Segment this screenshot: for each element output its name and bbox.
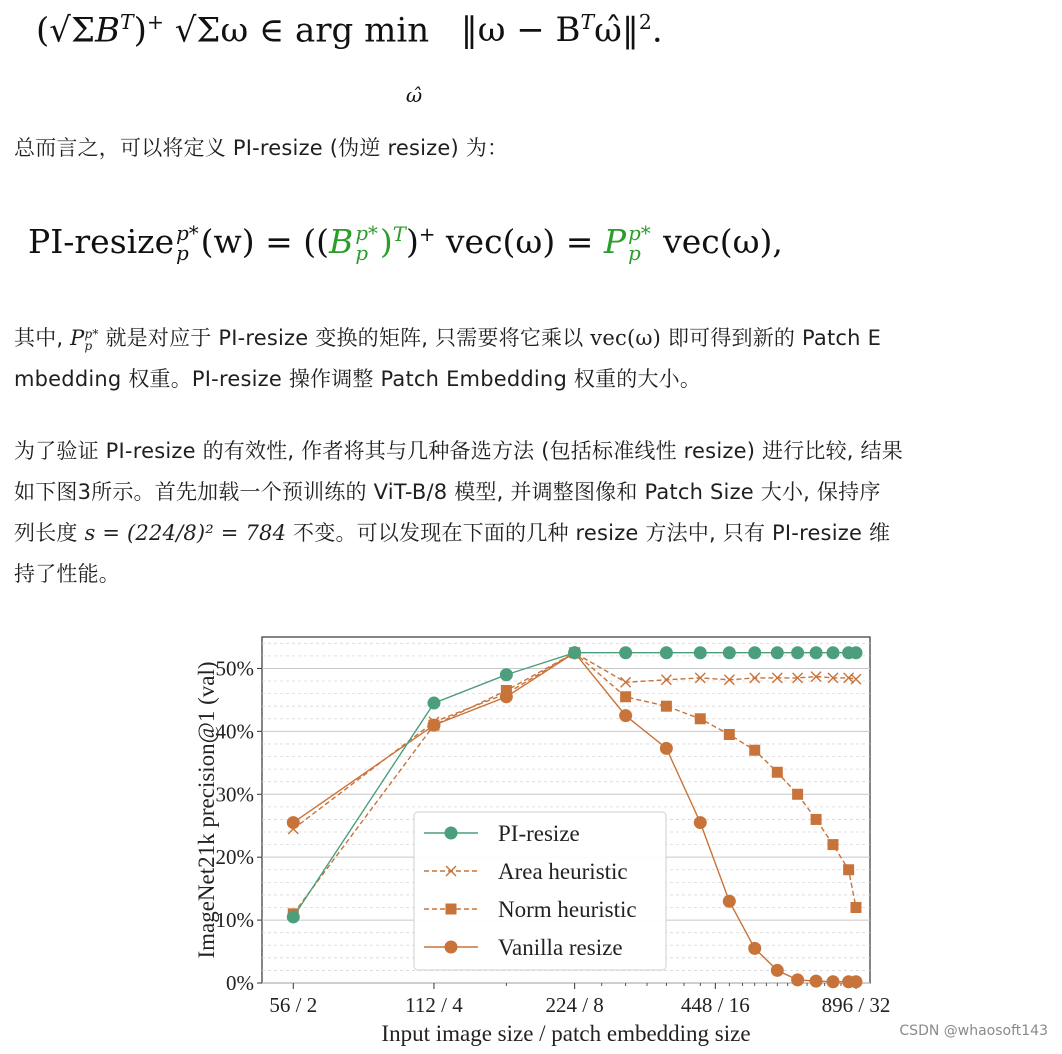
legend-label-norm-heuristic: Norm heuristic <box>498 897 637 922</box>
paragraph-2-line-1 <box>14 318 1054 359</box>
data-point-norm-heuristic <box>749 745 760 756</box>
formula2-tail: vec(ω), <box>652 222 783 261</box>
formula1-rhs-sq: 2 <box>638 10 652 34</box>
paragraph-matrix-explanation <box>14 318 1054 400</box>
formula2-B: B <box>329 222 354 261</box>
y-tick-label: 50% <box>215 656 254 681</box>
formula1-lhs-B: B <box>94 10 120 51</box>
data-point-pi-resize <box>723 647 735 659</box>
formula1-lhs-plus: + <box>146 10 164 34</box>
formula1-rhs-T: T <box>580 10 595 34</box>
data-point-vanilla-resize <box>827 976 839 988</box>
chart-svg <box>170 625 890 1050</box>
data-point-pi-resize <box>827 647 839 659</box>
legend-marker-vanilla-resize <box>445 941 457 953</box>
x-tick-label: 56 / 2 <box>269 993 318 1017</box>
data-point-vanilla-resize <box>694 817 706 829</box>
formula1-min-sub: ω̂ <box>405 83 423 108</box>
para2-P: P <box>70 326 85 350</box>
data-point-norm-heuristic <box>772 767 783 778</box>
legend-label-pi-resize: PI-resize <box>498 821 580 846</box>
formula2-B-sub: p <box>355 242 368 265</box>
formula2-T-part: ) <box>379 222 393 261</box>
formula2-B-sup: p* <box>355 222 378 246</box>
data-point-vanilla-resize <box>620 710 632 722</box>
data-point-pi-resize <box>569 647 581 659</box>
formula2-plus: + <box>418 223 436 246</box>
formula1-mid: √Σω ∈ arg min <box>174 10 430 51</box>
data-point-pi-resize <box>620 647 632 659</box>
y-tick-label: 0% <box>226 971 254 995</box>
y-tick-label: 40% <box>215 719 254 744</box>
para2-line1-a: 其中, <box>14 326 71 350</box>
formula2-P-sub: p <box>628 242 641 265</box>
legend-marker-norm-heuristic <box>446 904 457 915</box>
data-point-vanilla-resize <box>287 817 299 829</box>
paragraph-2-line-2: mbedding 权重。PI-resize 操作调整 Patch Embedding 权重的大小。 <box>14 367 702 391</box>
legend-label-vanilla-resize: Vanilla resize <box>498 935 623 960</box>
data-point-norm-heuristic <box>661 701 672 712</box>
data-point-pi-resize <box>500 669 512 681</box>
paragraph-1-line: 总而言之，可以将定义 PI-resize (伪逆 resize) 为： <box>14 136 509 160</box>
paragraph-3-line-3 <box>14 513 1054 554</box>
para2-vec: vec(ω) <box>590 326 662 350</box>
y-tick-label: 10% <box>215 908 254 933</box>
data-point-vanilla-resize <box>723 895 735 907</box>
formula2-lhs-arg: (w) = (( <box>200 222 330 261</box>
data-point-pi-resize <box>810 647 822 659</box>
data-point-pi-resize <box>749 647 761 659</box>
data-point-norm-heuristic <box>827 839 838 850</box>
para3-line3-math: s = (224/8)² = 784 <box>84 521 287 545</box>
x-tick-label: 112 / 4 <box>405 993 463 1017</box>
formula2-T: T <box>392 223 406 246</box>
paragraph-3-line-1: 为了验证 PI-resize 的有效性, 作者将其与几种备选方法 (包括标准线性 resize) 进行比较, 结果 <box>14 439 903 463</box>
data-point-pi-resize <box>771 647 783 659</box>
data-point-vanilla-resize <box>749 942 761 954</box>
data-point-norm-heuristic <box>695 713 706 724</box>
data-point-norm-heuristic <box>724 729 735 740</box>
figure-resize-comparison-chart <box>170 625 890 1050</box>
data-point-norm-heuristic <box>850 902 861 913</box>
para2-line1-b: 就是对应于 PI-resize 变换的矩阵, 只需要将它乘以 <box>98 326 591 350</box>
formula2-lhs-sup: p* <box>176 222 199 246</box>
para2-line1-c: 即可得到新的 Patch E <box>661 326 882 350</box>
formula1-rhs-tail: ω̂‖ <box>594 10 639 51</box>
data-point-vanilla-resize <box>771 964 783 976</box>
data-point-vanilla-resize <box>792 974 804 986</box>
paragraph-definition-intro <box>14 128 1054 169</box>
formula2-P: P <box>603 222 627 261</box>
x-tick-label: 448 / 16 <box>680 993 750 1017</box>
x-axis-label: Input image size / patch embedding size <box>381 1021 751 1046</box>
y-axis-label: ImageNet21k precision@1 (val) <box>194 661 219 959</box>
formula2-lhs-sub: p <box>176 242 189 265</box>
y-tick-label: 20% <box>215 845 254 870</box>
formula2-vec: vec(ω) = <box>435 222 604 261</box>
formula1-rhs: ‖ω − B <box>460 10 581 51</box>
para2-P-sub: p <box>84 338 93 353</box>
data-point-vanilla-resize <box>660 742 672 754</box>
formula1-lhs-close: ) <box>133 10 147 51</box>
formula1-lhs-open: (√ <box>36 10 71 51</box>
para3-line3-a: 列长度 <box>14 521 85 545</box>
paragraph-3-line-2: 如下图3所示。首先加载一个预训练的 ViT-B/8 模型, 并调整图像和 Patch Size 大小, 保持序 <box>14 480 881 504</box>
para3-line3-b: 不变。可以发现在下面的几种 resize 方法中, 只有 PI-resize 维 <box>286 521 891 545</box>
data-point-norm-heuristic <box>811 814 822 825</box>
y-tick-label: 30% <box>215 782 254 807</box>
data-point-pi-resize <box>850 647 862 659</box>
formula-pseudo-inverse-argmin <box>36 10 663 108</box>
data-point-norm-heuristic <box>792 789 803 800</box>
formula1-lhs-T: T <box>119 10 134 34</box>
x-tick-label: 224 / 8 <box>545 993 604 1017</box>
para2-P-sup: p* <box>84 326 99 341</box>
data-point-pi-resize <box>287 911 299 923</box>
legend-marker-pi-resize <box>445 827 457 839</box>
data-point-pi-resize <box>428 697 440 709</box>
data-point-vanilla-resize <box>810 975 822 987</box>
data-point-vanilla-resize <box>500 691 512 703</box>
legend-label-area-heuristic: Area heuristic <box>498 859 628 884</box>
paragraph-experiment-description <box>14 431 1054 595</box>
data-point-norm-heuristic <box>843 864 854 875</box>
formula2-lhs: PI-resize <box>28 222 175 261</box>
formula-pi-resize-definition <box>28 222 783 264</box>
data-point-pi-resize <box>694 647 706 659</box>
data-point-pi-resize <box>792 647 804 659</box>
watermark: CSDN @whaosoft143 <box>899 1023 1048 1039</box>
paragraph-3-line-4: 持了性能。 <box>14 562 120 586</box>
formula1-lhs-sigma: Σ <box>70 10 95 51</box>
x-tick-label: 896 / 32 <box>821 993 890 1017</box>
data-point-vanilla-resize <box>850 976 862 988</box>
formula1-rhs-dot: . <box>651 10 663 51</box>
data-point-pi-resize <box>660 647 672 659</box>
data-point-vanilla-resize <box>428 719 440 731</box>
formula2-close: ) <box>405 222 419 261</box>
formula2-P-sup: p* <box>628 222 651 246</box>
data-point-norm-heuristic <box>620 691 631 702</box>
